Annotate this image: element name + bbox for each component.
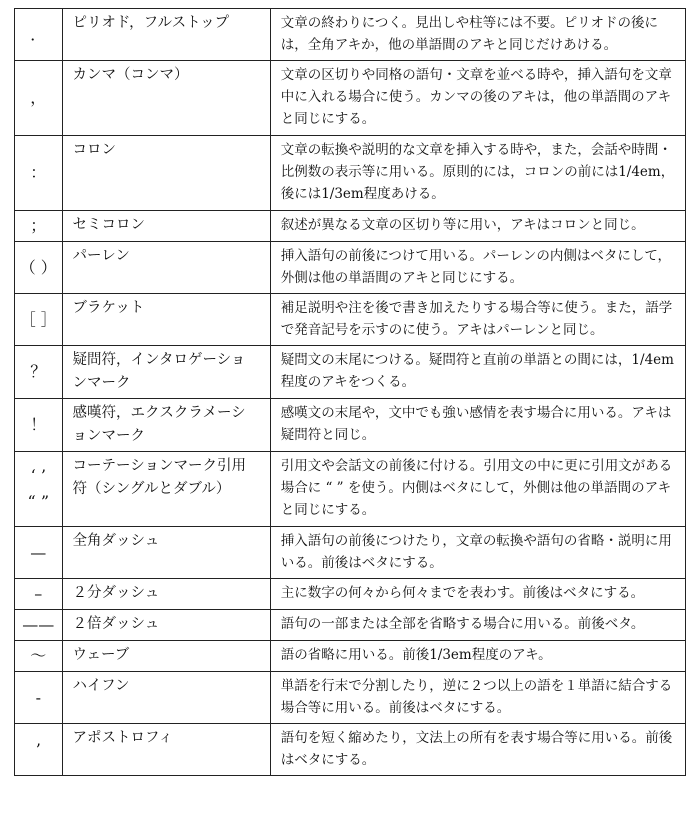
description-cell: 文章の区切りや同格の語句・文章を並べる時や，挿入語句を文章中に入れる場合に使う。カンマの後のアキは，他の単語間のアキと同じにする。	[270, 61, 685, 136]
description-cell: 文章の終わりにつく。見出しや柱等には不要。ピリオドの後には，全角アキか，他の単語間のアキと同じだけあける。	[270, 9, 685, 61]
symbol-glyph: ；	[30, 216, 47, 235]
table-row	[15, 527, 686, 579]
symbol-glyph: —	[30, 542, 47, 562]
symbol-cell	[15, 527, 63, 579]
symbol-cell	[15, 294, 63, 346]
symbol-cell	[15, 211, 63, 242]
name-cell: セミコロン	[62, 211, 270, 242]
symbol-glyph: ，	[30, 88, 47, 107]
name-cell: ２倍ダッシュ	[62, 610, 270, 641]
symbol-glyph: ？	[30, 362, 47, 381]
symbol-glyph: ～	[30, 646, 47, 665]
table-row	[15, 641, 686, 672]
symbol-glyph: ——	[22, 615, 55, 634]
symbol-glyph: –	[34, 584, 43, 603]
symbol-glyph: ‘ ’ “ ”	[27, 466, 49, 511]
table-row	[15, 672, 686, 724]
table-row	[15, 579, 686, 610]
symbol-cell	[15, 136, 63, 211]
name-cell: ハイフン	[62, 672, 270, 724]
name-cell: パーレン	[62, 242, 270, 294]
table-row	[15, 346, 686, 399]
symbol-glyph: （ ）	[19, 257, 57, 277]
description-cell: 補足説明や注を後で書き加えたりする場合等に使う。また，語学で発音記号を示すのに使う。アキはパーレンと同じ。	[270, 294, 685, 346]
symbol-glyph: ［ ］	[19, 309, 57, 329]
name-cell: カンマ（コンマ）	[62, 61, 270, 136]
table-row	[15, 399, 686, 452]
description-cell: 語句の一部または全部を省略する場合に用いる。前後ベタ。	[270, 610, 685, 641]
description-cell: 感嘆文の末尾や，文中でも強い感情を表す場合に用いる。アキは疑問符と同じ。	[270, 399, 685, 452]
name-cell: ブラケット	[62, 294, 270, 346]
table-row	[15, 9, 686, 61]
table-row	[15, 242, 686, 294]
symbol-cell	[15, 672, 63, 724]
description-cell: 挿入語句の前後につけて用いる。パーレンの内側はベタにして，外側は他の単語間のアキと同じにする。	[270, 242, 685, 294]
symbol-cell	[15, 452, 63, 527]
symbol-glyph: ．	[30, 24, 47, 44]
table-row	[15, 211, 686, 242]
name-cell: コロン	[62, 136, 270, 211]
symbol-cell	[15, 61, 63, 136]
symbol-cell	[15, 346, 63, 399]
table-row	[15, 294, 686, 346]
description-cell: 主に数字の何々から何々までを表わす。前後はベタにする。	[270, 579, 685, 610]
description-cell: 疑問文の末尾につける。疑問符と直前の単語との間には，1/4em程度のアキをつくる。	[270, 346, 685, 399]
description-cell: 語の省略に用いる。前後1/3em程度のアキ。	[270, 641, 685, 672]
name-cell: アポストロフィ	[62, 724, 270, 776]
description-cell: 引用文や会話文の前後に付ける。引用文の中に更に引用文がある場合に “ ” を使う。内側はベタにして，外側は他の単語間のアキと同じにする。	[270, 452, 685, 527]
name-cell: ウェーブ	[62, 641, 270, 672]
name-cell: コーテーションマーク引用符（シングルとダブル）	[62, 452, 270, 527]
symbol-cell	[15, 610, 63, 641]
symbol-cell	[15, 9, 63, 61]
name-cell: ２分ダッシュ	[62, 579, 270, 610]
table-row	[15, 452, 686, 527]
symbol-cell	[15, 399, 63, 452]
description-cell: 挿入語句の前後につけたり，文章の転換や語句の省略・説明に用いる。前後はベタにする。	[270, 527, 685, 579]
table-row	[15, 61, 686, 136]
table-row	[15, 136, 686, 211]
punctuation-reference-document	[14, 8, 686, 776]
symbol-cell	[15, 579, 63, 610]
symbol-glyph: ’	[35, 739, 41, 759]
table-row	[15, 610, 686, 641]
symbol-cell	[15, 724, 63, 776]
symbol-cell	[15, 242, 63, 294]
name-cell: ピリオド，フルストップ	[62, 9, 270, 61]
punctuation-table	[14, 8, 686, 776]
name-cell: 全角ダッシュ	[62, 527, 270, 579]
symbol-glyph: ！	[30, 415, 47, 434]
name-cell: 疑問符，インタロゲーションマーク	[62, 346, 270, 399]
name-cell: 感嘆符，エクスクラメーションマーク	[62, 399, 270, 452]
symbol-glyph: -	[35, 687, 41, 707]
symbol-glyph: ：	[30, 163, 47, 182]
symbol-cell	[15, 641, 63, 672]
table-row	[15, 724, 686, 776]
description-cell: 単語を行末で分割したり，逆に２つ以上の語を１単語に結合する場合等に用いる。前後はベタにする。	[270, 672, 685, 724]
description-cell: 文章の転換や説明的な文章を挿入する時や，また，会話や時間・比例数の表示等に用いる。原則的には，コロンの前には1/4em，後には1/3em程度あける。	[270, 136, 685, 211]
description-cell: 語句を短く縮めたり，文法上の所有を表す場合等に用いる。前後はベタにする。	[270, 724, 685, 776]
description-cell: 叙述が異なる文章の区切り等に用い，アキはコロンと同じ。	[270, 211, 685, 242]
